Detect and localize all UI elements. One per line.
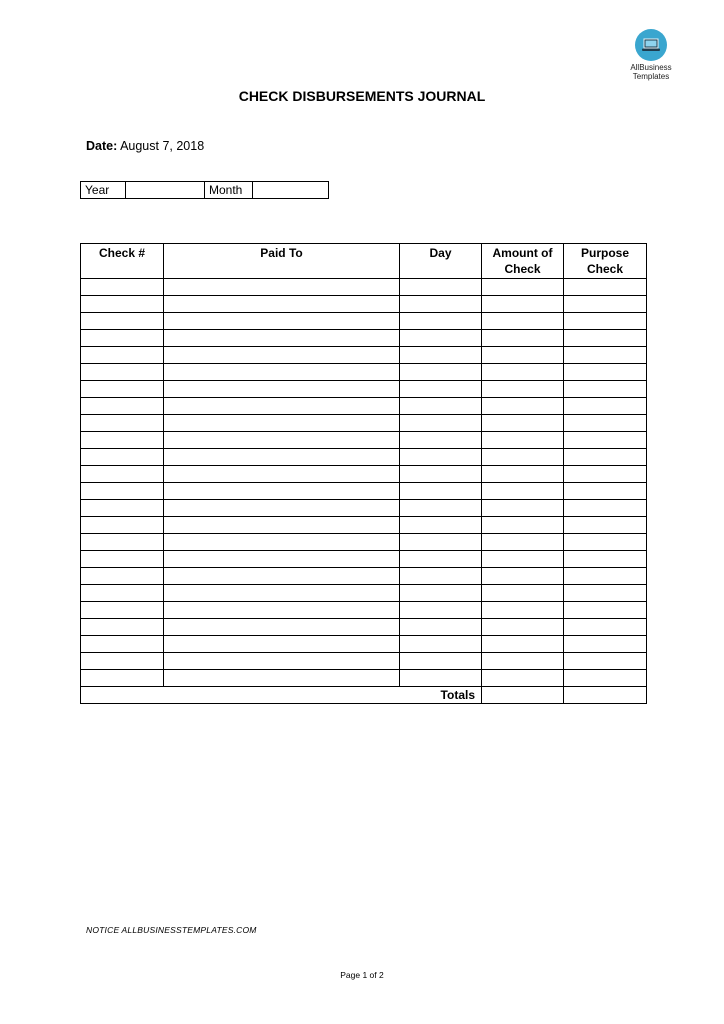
day-cell[interactable] xyxy=(400,415,482,432)
check-number-cell[interactable] xyxy=(81,602,164,619)
day-cell[interactable] xyxy=(400,449,482,466)
table-row xyxy=(81,500,647,517)
check-number-cell[interactable] xyxy=(81,534,164,551)
check-number-cell[interactable] xyxy=(81,517,164,534)
purpose-cell[interactable] xyxy=(564,466,647,483)
header-check-number: Check # xyxy=(81,244,164,279)
purpose-cell[interactable] xyxy=(564,517,647,534)
amount-cell[interactable] xyxy=(482,296,564,313)
paid-to-cell[interactable] xyxy=(164,466,400,483)
table-row xyxy=(81,364,647,381)
page-title: CHECK DISBURSEMENTS JOURNAL xyxy=(238,88,486,104)
paid-to-cell[interactable] xyxy=(164,568,400,585)
paid-to-cell[interactable] xyxy=(164,330,400,347)
day-cell[interactable] xyxy=(400,296,482,313)
paid-to-cell[interactable] xyxy=(164,636,400,653)
day-cell[interactable] xyxy=(400,466,482,483)
table-row xyxy=(81,381,647,398)
journal-table xyxy=(80,243,647,704)
brand-logo xyxy=(626,29,676,81)
table-row xyxy=(81,568,647,585)
totals-purpose-cell[interactable] xyxy=(564,687,647,704)
year-field[interactable] xyxy=(126,182,205,199)
table-row xyxy=(81,517,647,534)
day-cell[interactable] xyxy=(400,398,482,415)
amount-cell[interactable] xyxy=(482,466,564,483)
table-row xyxy=(81,313,647,330)
purpose-cell[interactable] xyxy=(564,483,647,500)
day-cell[interactable] xyxy=(400,670,482,687)
header-amount: Amount of Check xyxy=(482,244,564,279)
check-number-cell[interactable] xyxy=(81,449,164,466)
journal-body xyxy=(81,279,647,687)
notice-text: NOTICE ALLBUSINESSTEMPLATES.COM xyxy=(86,925,257,935)
table-row xyxy=(81,432,647,449)
day-cell[interactable] xyxy=(400,517,482,534)
amount-cell[interactable] xyxy=(482,551,564,568)
day-cell[interactable] xyxy=(400,551,482,568)
check-number-cell[interactable] xyxy=(81,483,164,500)
table-row xyxy=(81,551,647,568)
amount-cell[interactable] xyxy=(482,330,564,347)
table-row xyxy=(81,415,647,432)
purpose-cell[interactable] xyxy=(564,432,647,449)
paid-to-cell[interactable] xyxy=(164,585,400,602)
amount-cell[interactable] xyxy=(482,500,564,517)
day-cell[interactable] xyxy=(400,619,482,636)
check-number-cell[interactable] xyxy=(81,653,164,670)
paid-to-cell[interactable] xyxy=(164,517,400,534)
table-row xyxy=(81,449,647,466)
table-row xyxy=(81,296,647,313)
month-label: Month xyxy=(205,182,253,199)
amount-cell[interactable] xyxy=(482,381,564,398)
amount-cell[interactable] xyxy=(482,347,564,364)
paid-to-cell[interactable] xyxy=(164,602,400,619)
purpose-cell[interactable] xyxy=(564,602,647,619)
day-cell[interactable] xyxy=(400,568,482,585)
period-table xyxy=(80,181,329,199)
check-number-cell[interactable] xyxy=(81,500,164,517)
totals-amount-cell[interactable] xyxy=(482,687,564,704)
month-field[interactable] xyxy=(253,182,329,199)
table-row xyxy=(81,585,647,602)
paid-to-cell[interactable] xyxy=(164,500,400,517)
header-paid-to: Paid To xyxy=(164,244,400,279)
purpose-cell[interactable] xyxy=(564,585,647,602)
amount-cell[interactable] xyxy=(482,279,564,296)
purpose-cell[interactable] xyxy=(564,313,647,330)
paid-to-cell[interactable] xyxy=(164,449,400,466)
amount-cell[interactable] xyxy=(482,449,564,466)
day-cell[interactable] xyxy=(400,313,482,330)
amount-cell[interactable] xyxy=(482,517,564,534)
logo-text-line1: AllBusiness xyxy=(630,63,672,72)
check-number-cell[interactable] xyxy=(81,398,164,415)
paid-to-cell[interactable] xyxy=(164,347,400,364)
paid-to-cell[interactable] xyxy=(164,534,400,551)
date-value: August 7, 2018 xyxy=(120,139,205,153)
amount-cell[interactable] xyxy=(482,568,564,585)
totals-label: Totals xyxy=(81,687,482,704)
purpose-cell[interactable] xyxy=(564,551,647,568)
logo-text-line2: Templates xyxy=(632,72,670,81)
amount-cell[interactable] xyxy=(482,619,564,636)
table-row xyxy=(81,534,647,551)
purpose-cell[interactable] xyxy=(564,670,647,687)
table-row xyxy=(81,466,647,483)
check-number-cell[interactable] xyxy=(81,330,164,347)
paid-to-cell[interactable] xyxy=(164,296,400,313)
day-cell[interactable] xyxy=(400,500,482,517)
check-number-cell[interactable] xyxy=(81,619,164,636)
amount-cell[interactable] xyxy=(482,364,564,381)
amount-cell[interactable] xyxy=(482,585,564,602)
purpose-cell[interactable] xyxy=(564,364,647,381)
check-number-cell[interactable] xyxy=(81,432,164,449)
table-row xyxy=(81,279,647,296)
day-cell[interactable] xyxy=(400,534,482,551)
paid-to-cell[interactable] xyxy=(164,653,400,670)
table-row xyxy=(81,636,647,653)
day-cell[interactable] xyxy=(400,347,482,364)
purpose-cell[interactable] xyxy=(564,381,647,398)
amount-cell[interactable] xyxy=(482,313,564,330)
journal-header-row xyxy=(81,244,647,279)
table-row xyxy=(81,670,647,687)
check-number-cell[interactable] xyxy=(81,466,164,483)
paid-to-cell[interactable] xyxy=(164,364,400,381)
check-number-cell[interactable] xyxy=(81,364,164,381)
laptop-icon xyxy=(635,29,667,61)
day-cell[interactable] xyxy=(400,602,482,619)
paid-to-cell[interactable] xyxy=(164,381,400,398)
amount-cell[interactable] xyxy=(482,670,564,687)
purpose-cell[interactable] xyxy=(564,279,647,296)
day-cell[interactable] xyxy=(400,279,482,296)
purpose-cell[interactable] xyxy=(564,534,647,551)
purpose-cell[interactable] xyxy=(564,330,647,347)
day-cell[interactable] xyxy=(400,364,482,381)
day-cell[interactable] xyxy=(400,585,482,602)
amount-cell[interactable] xyxy=(482,415,564,432)
table-row xyxy=(81,602,647,619)
purpose-cell[interactable] xyxy=(564,568,647,585)
purpose-cell[interactable] xyxy=(564,653,647,670)
day-cell[interactable] xyxy=(400,330,482,347)
purpose-cell[interactable] xyxy=(564,449,647,466)
amount-cell[interactable] xyxy=(482,602,564,619)
paid-to-cell[interactable] xyxy=(164,415,400,432)
day-cell[interactable] xyxy=(400,381,482,398)
purpose-cell[interactable] xyxy=(564,296,647,313)
amount-cell[interactable] xyxy=(482,398,564,415)
table-row xyxy=(81,483,647,500)
amount-cell[interactable] xyxy=(482,653,564,670)
check-number-cell[interactable] xyxy=(81,381,164,398)
table-row xyxy=(81,330,647,347)
purpose-cell[interactable] xyxy=(564,415,647,432)
amount-cell[interactable] xyxy=(482,534,564,551)
purpose-cell[interactable] xyxy=(564,347,647,364)
paid-to-cell[interactable] xyxy=(164,670,400,687)
date-label: Date: xyxy=(86,139,118,153)
check-number-cell[interactable] xyxy=(81,296,164,313)
check-number-cell[interactable] xyxy=(81,347,164,364)
day-cell[interactable] xyxy=(400,653,482,670)
paid-to-cell[interactable] xyxy=(164,483,400,500)
check-number-cell[interactable] xyxy=(81,313,164,330)
purpose-cell[interactable] xyxy=(564,500,647,517)
check-number-cell[interactable] xyxy=(81,415,164,432)
table-row xyxy=(81,398,647,415)
check-number-cell[interactable] xyxy=(81,636,164,653)
check-number-cell[interactable] xyxy=(81,551,164,568)
amount-cell[interactable] xyxy=(482,483,564,500)
paid-to-cell[interactable] xyxy=(164,432,400,449)
amount-cell[interactable] xyxy=(482,432,564,449)
amount-cell[interactable] xyxy=(482,636,564,653)
date-line xyxy=(86,139,204,153)
check-number-cell[interactable] xyxy=(81,279,164,296)
paid-to-cell[interactable] xyxy=(164,619,400,636)
purpose-cell[interactable] xyxy=(564,636,647,653)
paid-to-cell[interactable] xyxy=(164,551,400,568)
day-cell[interactable] xyxy=(400,432,482,449)
table-row xyxy=(81,653,647,670)
table-row xyxy=(81,347,647,364)
year-label: Year xyxy=(81,182,126,199)
purpose-cell[interactable] xyxy=(564,398,647,415)
day-cell[interactable] xyxy=(400,483,482,500)
page-number: Page 1 of 2 xyxy=(340,970,384,980)
header-purpose: Purpose Check xyxy=(564,244,647,279)
totals-row xyxy=(81,687,647,704)
check-number-cell[interactable] xyxy=(81,670,164,687)
day-cell[interactable] xyxy=(400,636,482,653)
paid-to-cell[interactable] xyxy=(164,313,400,330)
paid-to-cell[interactable] xyxy=(164,279,400,296)
header-day: Day xyxy=(400,244,482,279)
table-row xyxy=(81,619,647,636)
purpose-cell[interactable] xyxy=(564,619,647,636)
check-number-cell[interactable] xyxy=(81,585,164,602)
check-number-cell[interactable] xyxy=(81,568,164,585)
paid-to-cell[interactable] xyxy=(164,398,400,415)
